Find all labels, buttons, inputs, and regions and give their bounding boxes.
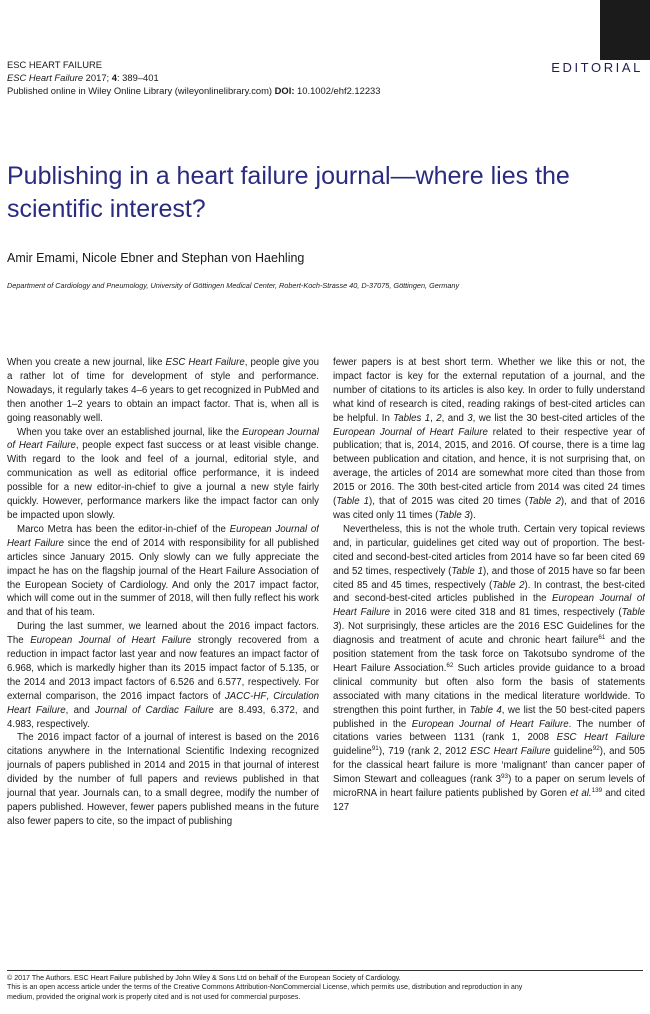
license-text-line-2: medium, provided the original work is properly cited and is not used for commercial purposes.: [7, 992, 301, 1001]
publication-info: Published online in Wiley Online Library (wileyonlinelibrary.com) DOI: 10.1002/ehf2.12233: [7, 85, 381, 96]
copyright-notice: © 2017 The Authors. ESC Heart Failure published by John Wiley & Sons Ltd on behalf of the European Society of Cardiology.: [7, 974, 401, 982]
corner-decoration: [600, 0, 650, 60]
license-footer: [7, 974, 647, 1002]
body-paragraph: The 2016 impact factor of a journal of interest is based on the 2016 citations anywhere in the International Scientific Indexing recognized journals of papers published in 2014 and 2015 in that journal of interest divided by the number of full papers and reviews published in that journal that year. Journals can, to a small degree, modify the number of papers published. However, fewer papers published means in the future also fewer papers to cite, so the impact of publishing: [7, 732, 319, 827]
body-paragraph: When you create a new journal, like ESC Heart Failure, people give you a rather lot of time for development of style and performance. Nowadays, it regularly takes 4–6 years to get recognized in PubMed and then another 1–2 years to obtain an impact factor. That is, when all is going reasonably well.: [7, 357, 319, 424]
journal-citation: ESC Heart Failure 2017; 4: 389–401: [7, 72, 159, 83]
footer-divider: [7, 970, 643, 971]
author-list: Amir Emami, Nicole Ebner and Stephan von Haehling: [7, 251, 305, 265]
article-title: Publishing in a heart failure journal—where lies the scientific interest?: [7, 162, 570, 223]
body-paragraph: fewer papers is at best short term. Whether we like this or not, the impact factor is key for the external reputation of a journal, and the number of citations to its articles is also key. In order to fully understand what kind of research is cited, reading rakings of best-cited articles can be helpful. In Tables 1, 2, and 3, we list the 30 best-cited articles of the European Journal of Heart Failure related to their respective year of publication; that is, 2014, 2015, and 2016. Of course, there is a time lag between publication and citation, and hence, it is not surprising that, on average, the articles of 2014 are somewhat more cited than those from 2015 or 2016. The 30th best-cited article from 2014 was cited 24 times (Table 1), that of 2015 was cited 20 times (Table 2), and that of 2016 was cited only 11 times (Table 3).: [333, 357, 645, 521]
license-text-line-1: This is an open access article under the terms of the Creative Commons Attribution-NonCommercial License, which permits use, distribution and reproduction in any: [7, 983, 523, 992]
body-paragraph: Marco Metra has been the editor-in-chief of the European Journal of Heart Failure since the end of 2014 with responsibility for all published articles since January 2015. Only slowly can we fully appreciate the impact he has on the flagship journal of the Heart Failure Association of the European Society of Cardiology. And only the 2017 impact factor, which will come out in the summer of 2018, will then fully reflect his work and that of his team.: [7, 523, 319, 619]
journal-header: [7, 58, 380, 97]
body-column-left: [7, 356, 319, 966]
body-paragraph: Nevertheless, this is not the whole truth. Certain very topical reviews and, in particular, guidelines get cited way out of proportion. The best-cited and second-best-cited articles from 2014 have so far been cited 69 and 52 times, respectively (Table 1), and those of 2015 have so far been cited 85 and 45 times, respectively (Table 2). In contrast, the best-cited and second-best-cited articles published in the European Journal of Heart Failure in 2016 were cited 318 and 81 times, respectively (Table 3). Not surprisingly, these articles are the 2016 ESC Guidelines for the diagnosis and treatment of acute and chronic heart failure$^{61}$ and the position statement from the task force on Takotsubo syndrome of the Heart Failure Association.$^{62}$ Such articles provide guidance to a broad clinical community but often also form the basis of statements associated with many citations in the medical literature worldwide. To strengthen this point further, in Table 4, we list the 50 best-cited papers published in the European Journal of Heart Failure. The number of citations varies between 1131 (rank 1, 2008 ESC Heart Failure guideline$^{91}$), 719 (rank 2, 2012 ESC Heart Failure guideline$^{92}$), and 505 for the classical heart failure is more ‘malignant’ than cancer paper of Simon Stewart and colleagues (rank $3^{93}$) to a paper on serum levels of microRNA in heart failure patients published by Goren et al.$^{139}$ and cited 127: [333, 523, 645, 813]
author-affiliation: Department of Cardiology and Pneumology, University of Göttingen Medical Center, Robert-Koch-Strasse 40, D-37075, Göttingen, Germany: [7, 281, 460, 290]
body-paragraph: During the last summer, we learned about the 2016 impact factors. The European Journal of Heart Failure strongly recovered from a reduction in impact factor last year and now features an impact factor of 6.968, which is markedly higher than its 2015 impact factor of 5.135, or the 2014 and 2013 impact factors of 6.526 and 6.577, respectively. For external comparison, the 2016 impact factors of JACC-HF, Circulation Heart Failure, and Journal of Cardiac Failure are 8.493, 6.372, and 4.983, respectively.: [7, 621, 319, 730]
article-type-label: EDITORIAL: [551, 60, 643, 75]
body-column-right: [333, 356, 645, 966]
journal-name: ESC HEART FAILURE: [7, 59, 102, 70]
body-paragraph: When you take over an established journal, like the European Journal of Heart Failure, people expect fast success or at least visible change. With regard to the look and feel of a journal, editorial style, and communication as well as editorial office performance, it is indeed possible for a new editor-in-chief to give a journal a new style fairly quickly. However, performance markers like the impact factor can only be impacted upon slowly.: [7, 426, 319, 521]
